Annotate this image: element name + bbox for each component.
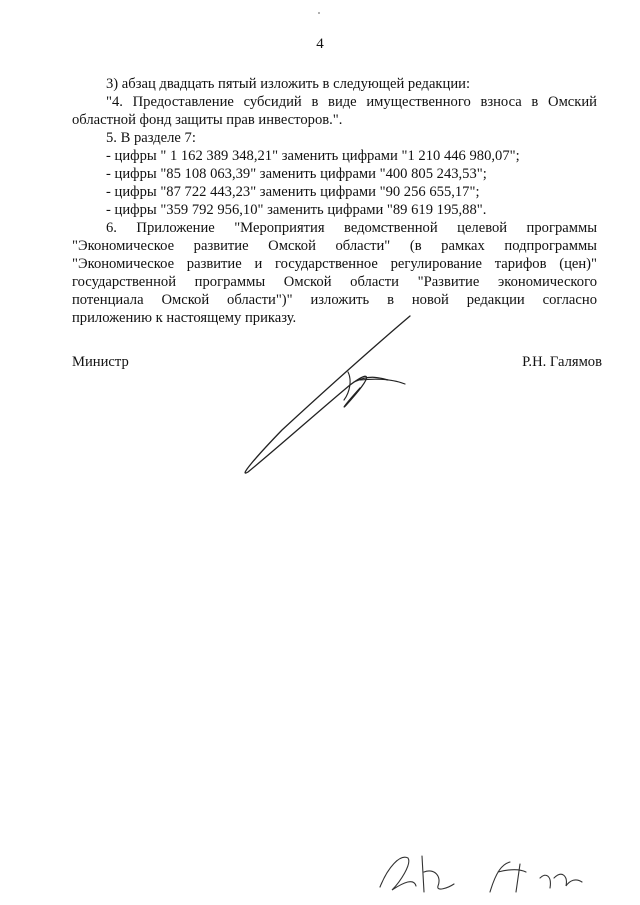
- paragraph-line: приложению к настоящему приказу.: [72, 310, 297, 326]
- page-number: 4: [316, 36, 324, 52]
- paragraph-line: государственной программы Омской области "Развитие экономического: [72, 274, 597, 290]
- paragraph-line: "Экономическое развитие Омской области" (в рамках подпрограммы: [72, 238, 597, 254]
- initials-signature: [370, 842, 610, 902]
- paragraph-line: 6. Приложение "Мероприятия ведомственной целевой программы: [106, 220, 597, 236]
- paragraph-line: потенциала Омской области")" изложить в новой редакции согласно: [72, 292, 597, 308]
- list-item: - цифры "359 792 956,10" заменить цифрами "89 619 195,88".: [106, 202, 487, 218]
- handwritten-signature: [220, 300, 440, 500]
- list-item: - цифры "87 722 443,23" заменить цифрами "90 256 655,17";: [106, 184, 480, 200]
- list-item: - цифры "85 108 063,39" заменить цифрами "400 805 243,53";: [106, 166, 487, 182]
- list-item: - цифры " 1 162 389 348,21" заменить цифрами "1 210 446 980,07";: [106, 148, 520, 164]
- paragraph-line: 5. В разделе 7:: [106, 130, 196, 146]
- scan-speck: [318, 12, 320, 14]
- paragraph-line: "Экономическое развитие и государственное регулирование тарифов (цен)": [72, 256, 597, 272]
- paragraph-line: 3) абзац двадцать пятый изложить в следующей редакции:: [106, 76, 470, 92]
- signatory-role: Министр: [72, 354, 129, 370]
- paragraph-line: областной фонд защиты прав инвесторов.".: [72, 112, 343, 128]
- signatory-name: Р.Н. Галямов: [522, 354, 602, 370]
- paragraph-line: "4. Предоставление субсидий в виде имущественного взноса в Омский: [106, 94, 597, 110]
